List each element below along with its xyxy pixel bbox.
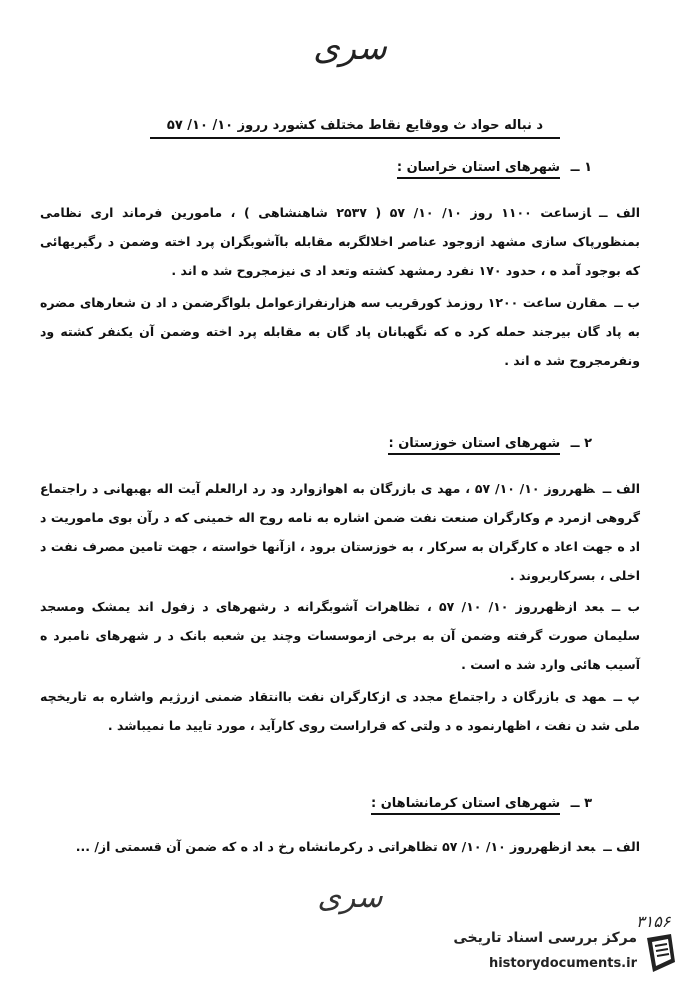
paragraph-text: مقارن ساعت ۱۲۰۰ روزمذ کورقریب سه هزارنفرازعوامل بلواگرضمن د اد ن شعارهای مضره به پاد گان بیرجند حمله کرد ه که نگهبانان پاد گان به مقابله پرد اخته وضمن آن یکنفر کشته ود ونفرمجروح شد ه اند . (40, 295, 640, 368)
paragraph-text: بعد ازظهرروز ۱۰/ ۱۰/ ۵۷ ، تظاهرات آشوبگرانه د رشهرهای د زفول اند یمشک ومسجد سلیمان صورت گرفته وضمن آن به برخی ازموسسات وچند ین شعبه بانک د ر شهرهای نامبرد ه آسیب هائی وارد شد ه است . (40, 599, 640, 672)
archive-watermark (415, 928, 685, 984)
paragraph-label: الف ــ (602, 481, 640, 496)
paragraph-label: الف ــ (599, 205, 641, 220)
section-1-paragraph-be (40, 288, 640, 375)
classification-stamp-top: سری (313, 28, 387, 68)
paragraph-text: مهد ی بازرگان د راجتماع مجدد ی ازکارگران نفت باانتقاد ضمنی ازرژیم واشاره به تاریخچه ملی شد ن نفت ، اظهارنمود ه د ولتی که قراراست روی کارآید ، مورد تایید ما نمیباشد . (40, 689, 640, 733)
section-2-paragraph-alef (40, 474, 640, 590)
section-2-paragraph-pe (40, 682, 640, 740)
section-3-title (371, 796, 592, 811)
paragraph-text: ظهرروز ۱۰/ ۱۰/ ۵۷ ، مهد ی بازرگان به اهوازوارد ود رد ارالعلم آیت اله بهبهانی د راجتماع گروهی ازمرد م وکارگران صنعت نفت ضمن اشاره به نامه روح اله خمینی که د رآن بوی ماموریت د اد ه جهت اعاد ه کارگران به سرکار ، به خوزستان برود ، ازآنها خواسته ، جهت تامین مصرف نفت د اخلی ، بسرکاربروند . (40, 481, 640, 583)
paragraph-text: بعد ازظهرروز ۱۰/ ۱۰/ ۵۷ تظاهراتی د رکرمانشاه رخ د اد ه که ضمن آن قسمتی از/ ... (75, 839, 596, 854)
paragraph-label: ب ــ (614, 295, 640, 310)
section-1-paragraph-alef (40, 198, 640, 285)
paragraph-label: الف ــ (603, 839, 640, 854)
document-heading: د نباله حواد ث ووقایع نقاط مختلف کشورد رروز ۱۰/ ۱۰/ ۵۷ (150, 118, 560, 139)
section-1-name: شهرهای استان خراسان : (397, 160, 560, 179)
paragraph-text: ازساعت ۱۱۰۰ روز ۱۰/ ۱۰/ ۵۷ ( ۲۵۳۷ شاهنشاهی ) ، مامورین فرماند اری نظامی بمنظورپاک سازی مشهد ازوجود عناصر اخلالگربه مقابله باآشوبگران پرد اخته وضمن د رگیریهائی که بوجود آمد ه ، حدود ۱۷۰ نفرد رمشهد کشته وتعد اد ی نیزمجروح شد ه اند . (40, 205, 640, 278)
classification-stamp-bottom: سری (317, 880, 383, 915)
paragraph-label: ب ــ (611, 599, 641, 614)
section-2-paragraph-be (40, 592, 640, 679)
section-3-name: شهرهای استان کرمانشاهان : (371, 796, 560, 815)
section-2-name: شهرهای استان خوزستان : (388, 436, 560, 455)
paragraph-label: پ ــ (613, 689, 640, 704)
section-2-title (388, 436, 592, 451)
section-1-number: ۱ ــ (570, 160, 592, 175)
section-3-number: ۳ ــ (570, 796, 592, 811)
handwritten-page-number: ۳۱۵۶ (636, 912, 671, 931)
watermark-persian-text: مرکز بررسی اسناد تاریخی (453, 930, 637, 946)
section-3-paragraph-alef (40, 832, 640, 861)
section-1-title (397, 160, 592, 175)
watermark-url-text: historydocuments.ir (488, 956, 637, 971)
scroll-logo-icon (641, 932, 681, 976)
section-2-number: ۲ ــ (570, 436, 592, 451)
